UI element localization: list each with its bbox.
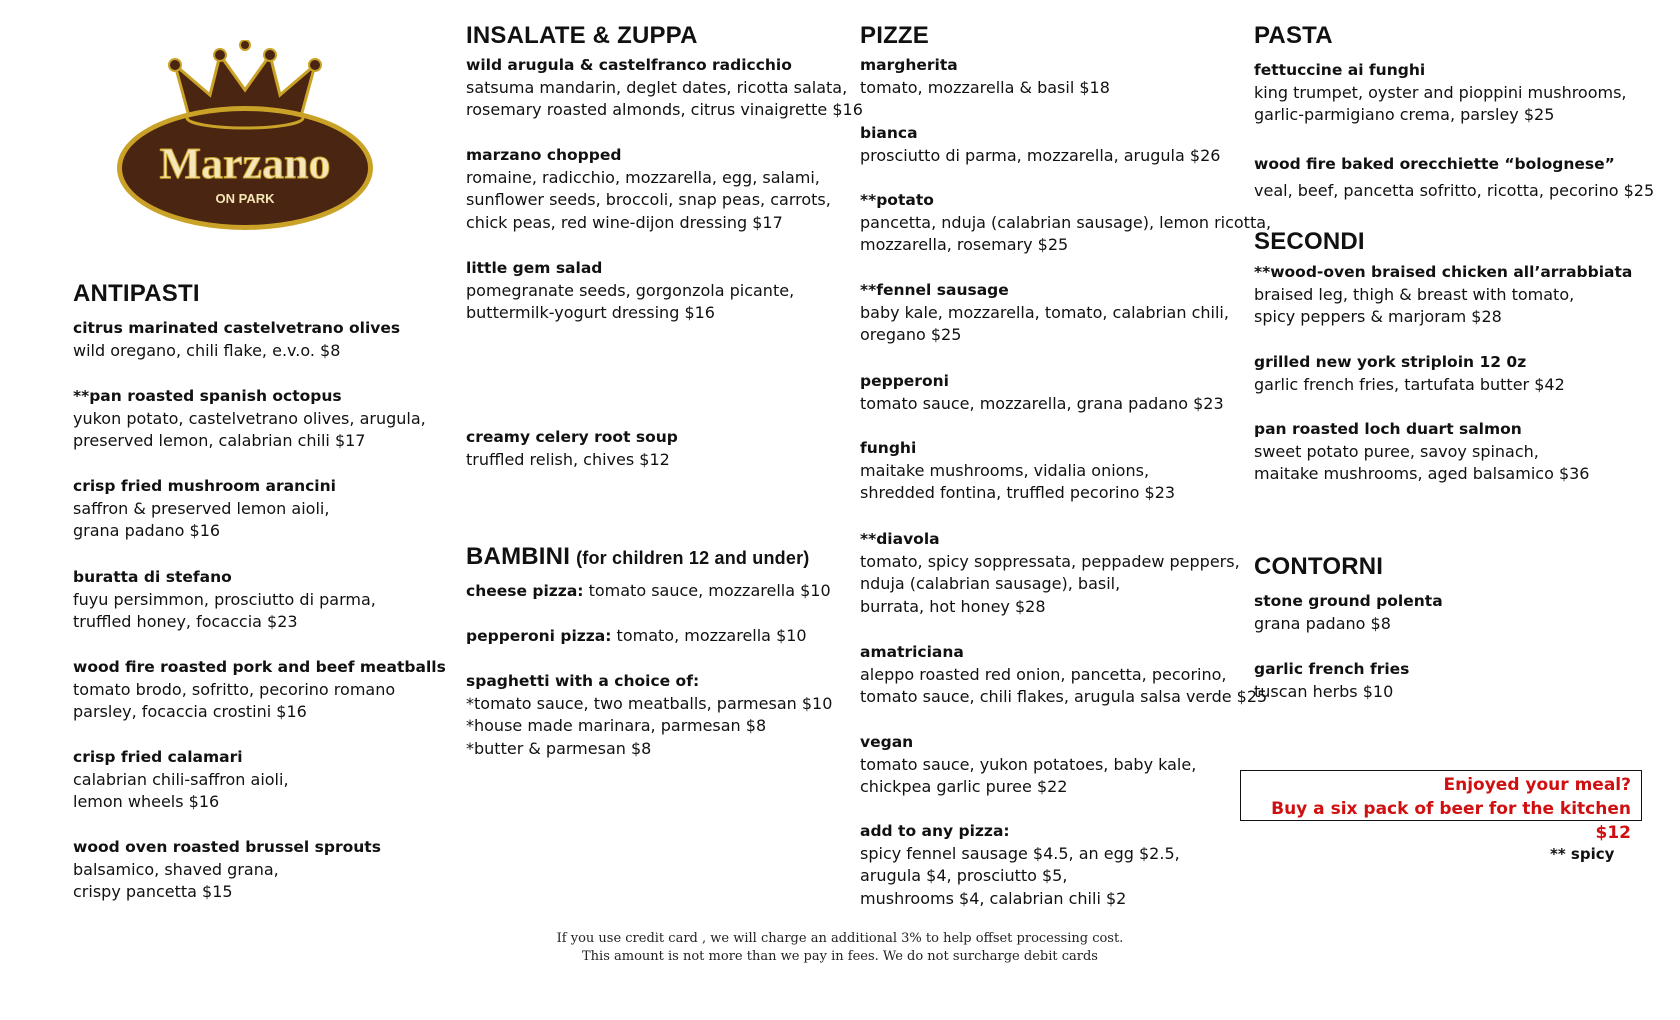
menu-item: creamy celery root soup truffled relish, chives $12 [466,428,678,469]
credit-card-notice [0,930,1680,966]
menu-item: add to any pizza: spicy fennel sausage $4.5, an egg $2.5, arugula $4, prosciutto $5, mushrooms $4, calabrian chili $2 [860,822,1180,908]
menu-item: bianca prosciutto di parma, mozzarella, arugula $26 [860,124,1221,165]
bambini-subtitle: (for children 12 and under) [576,548,810,568]
menu-item: grilled new york striploin 12 0z garlic french fries, tartufata butter $42 [1254,353,1565,394]
menu-item: crisp fried calamari calabrian chili-saffron aioli, lemon wheels $16 [73,748,289,811]
menu-item: pan roasted loch duart salmon sweet potato puree, savoy spinach, maitake mushrooms, aged balsamico $36 [1254,420,1590,483]
svg-text:Marzano: Marzano [159,139,331,188]
menu-item: stone ground polenta grana padano $8 [1254,592,1443,633]
menu-item: pepperoni pizza: tomato, mozzarella $10 [466,626,807,645]
menu-item: pepperoni tomato sauce, mozzarella, grana padano $23 [860,372,1224,413]
section-title-bambini [466,543,810,571]
bambini-title: BAMBINI [466,543,571,570]
menu-item: marzano chopped romaine, radicchio, mozzarella, egg, salami, sunflower seeds, broccoli, snap peas, carrots, chick peas, red wine-dijon dressing $17 [466,146,831,232]
menu-item: amatriciana aleppo roasted red onion, pancetta, pecorino, tomato sauce, chili flakes, arugula salsa verde $25 [860,643,1268,706]
section-title-contorni: CONTORNI [1254,553,1384,580]
menu-item: **wood-oven braised chicken all’arrabbiata braised leg, thigh & breast with tomato, spicy peppers & marjoram $28 [1254,263,1633,326]
crown-logo-icon [115,40,375,230]
menu-item: citrus marinated castelvetrano olives wild oregano, chili flake, e.v.o. $8 [73,319,401,360]
footer-line-1: If you use credit card , we will charge an additional 3% to help offset processing cost. [556,931,1124,946]
menu-item: wood fire baked orecchiette “bolognese” veal, beef, pancetta sofritto, ricotta, pecorino $25 [1254,155,1655,200]
menu-item: wood fire roasted pork and beef meatballs tomato brodo, sofritto, pecorino romano parsley, focaccia crostini $16 [73,658,446,721]
menu-item: margherita tomato, mozzarella & basil $18 [860,56,1110,97]
menu-item: wild arugula & castelfranco radicchio satsuma mandarin, deglet dates, ricotta salata, rosemary roasted almonds, citrus vinaigrette $16 [466,56,863,119]
menu-item: little gem salad pomegranate seeds, gorgonzola picante, buttermilk-yogurt dressing $16 [466,259,795,322]
menu-item: **pan roasted spanish octopus yukon potato, castelvetrano olives, arugula, preserved lemon, calabrian chili $17 [73,387,426,450]
menu-item: wood oven roasted brussel sprouts balsamico, shaved grana, crispy pancetta $15 [73,838,381,901]
section-title-antipasti: ANTIPASTI [73,280,200,307]
menu-item: garlic french fries tuscan herbs $10 [1254,660,1410,701]
section-title-pizze: PIZZE [860,22,930,49]
spicy-legend: ** spicy [1550,845,1615,863]
menu-item: buratta di stefano fuyu persimmon, prosciutto di parma, truffled honey, focaccia $23 [73,568,376,631]
section-title-secondi: SECONDI [1254,228,1365,255]
menu-item: **diavola tomato, spicy soppressata, peppadew peppers, nduja (calabrian sausage), basil, burrata, hot honey $28 [860,530,1240,616]
restaurant-logo [115,40,375,230]
beer-promo-box [1240,770,1642,843]
menu-item: crisp fried mushroom arancini saffron & preserved lemon aioli, grana padano $16 [73,477,336,540]
menu-item: spaghetti with a choice of: *tomato sauce, two meatballs, parmesan $10 *house made marinara, parmesan $8 *butter & parmesan $8 [466,672,833,758]
promo-line-1: Enjoyed your meal? [1443,775,1631,795]
section-title-insalate: INSALATE & ZUPPA [466,22,698,49]
footer-line-2: This amount is not more than we pay in fees. We do not surcharge debit cards [582,949,1098,964]
menu-item: vegan tomato sauce, yukon potatoes, baby kale, chickpea garlic puree $22 [860,733,1197,796]
menu-item: funghi maitake mushrooms, vidalia onions, shredded fontina, truffled pecorino $23 [860,439,1176,502]
menu-item: cheese pizza: tomato sauce, mozzarella $10 [466,581,831,600]
promo-line-2: Buy a six pack of beer for the kitchen $12 [1271,799,1631,843]
section-title-pasta: PASTA [1254,22,1333,49]
menu-item: fettuccine ai funghi king trumpet, oyster and pioppini mushrooms, garlic-parmigiano crema, parsley $25 [1254,61,1627,124]
svg-text:ON PARK: ON PARK [215,191,275,206]
menu-item: **fennel sausage baby kale, mozzarella, tomato, calabrian chili, oregano $25 [860,281,1229,344]
menu-item: **potato pancetta, nduja (calabrian sausage), lemon ricotta, mozzarella, rosemary $25 [860,191,1272,254]
